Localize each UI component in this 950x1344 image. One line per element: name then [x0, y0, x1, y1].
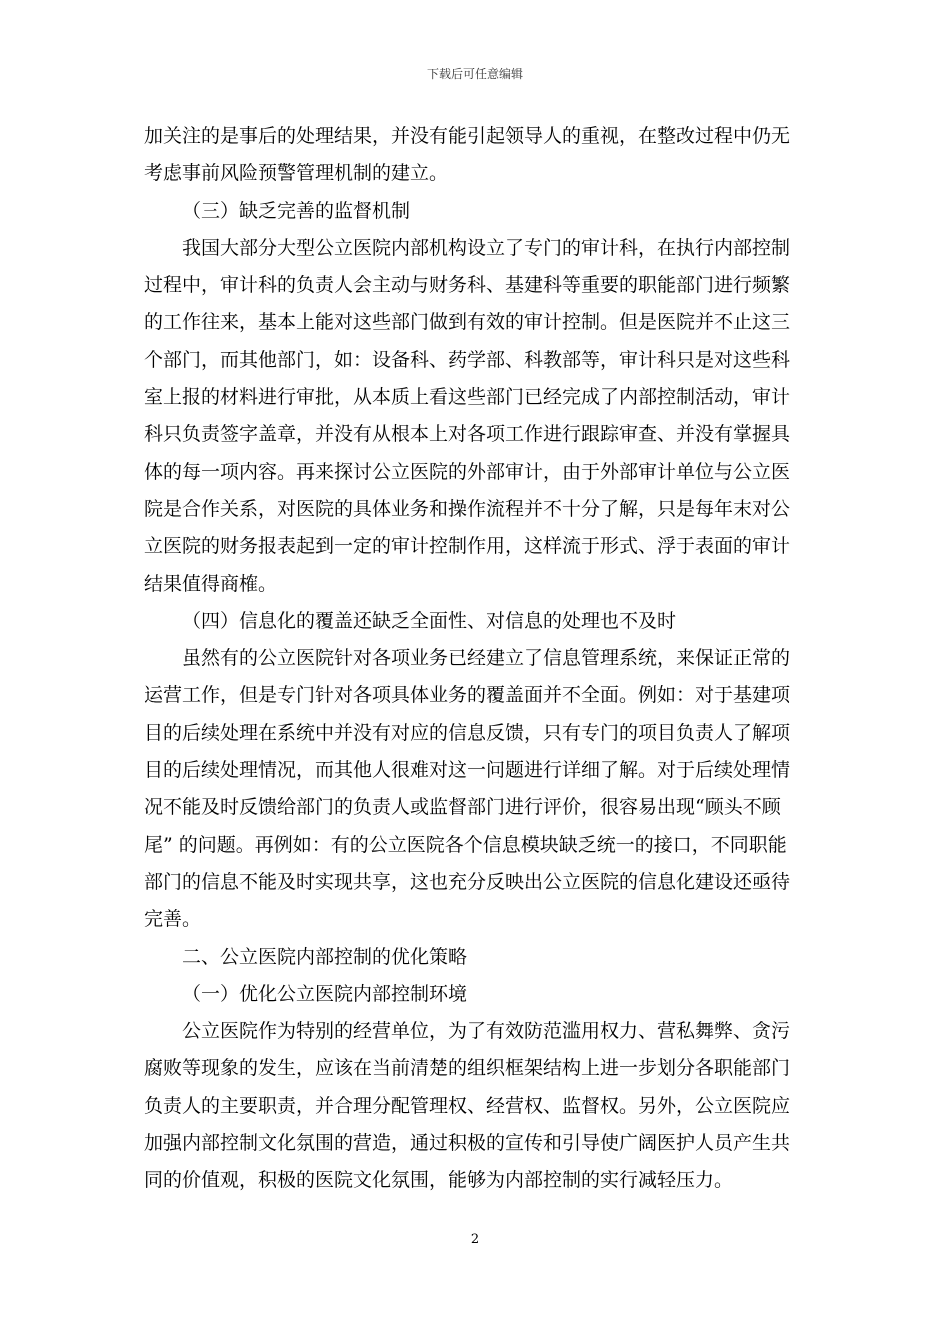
text-line: 加关注的是事后的处理结果，并没有能引起领导人的重视，在整改过程中仍无: [144, 125, 791, 147]
text-line: 腐败等现象的发生，应该在当前清楚的组织框架结构上进一步划分各职能部门: [144, 1057, 791, 1080]
text-line: 运营工作，但是专门针对各项具体业务的覆盖面并不全面。例如：对于基建项: [144, 684, 791, 707]
text-line: 目的后续处理情况，而其他人很难对这一问题进行详细了解。对于后续处理情: [144, 759, 791, 782]
text-line: 体的每一项内容。再来探讨公立医院的外部审计，由于外部审计单位与公立医: [144, 460, 791, 483]
text-line: 科只负责签字盖章，并没有从根本上对各项工作进行跟踪审查、并没有掌握具: [144, 423, 791, 446]
text-line: 院是合作关系，对医院的具体业务和操作流程并不十分了解，只是每年末对公: [144, 497, 791, 520]
paragraph-p1: [144, 118, 807, 193]
text-line: 结果值得商榷。: [144, 572, 278, 595]
text-line: 立医院的财务报表起到一定的审计控制作用，这样流于形式、浮于表面的审计: [144, 535, 791, 558]
text-line: 的工作往来，基本上能对这些部门做到有效的审计控制。但是医院并不止这三: [144, 311, 791, 334]
page-number: 2: [470, 1232, 480, 1247]
text-line: 过程中，审计科的负责人会主动与财务科、基建科等重要的职能部门进行频繁: [144, 274, 791, 297]
text-line: 加强内部控制文化氛围的营造，通过积极的宣传和引导使广阔医护人员产生共: [144, 1132, 791, 1155]
text-line: 负责人的主要职责，并合理分配管理权、经营权、监督权。另外，公立医院应: [144, 1094, 791, 1117]
text-line: 目的后续处理在系统中并没有对应的信息反馈，只有专门的项目负责人了解项: [144, 721, 791, 744]
text-line: 考虑事前风险预警管理机制的建立。: [144, 162, 449, 185]
document-body: [144, 118, 807, 1200]
text-line: 同的价值观，积极的医院文化氛围，能够为内部控制的实行减轻压力。: [144, 1169, 734, 1192]
heading-line: （三）缺乏完善的监督机制: [182, 199, 411, 222]
paragraph-p3: [144, 640, 807, 677]
heading-line: （四）信息化的覆盖还缺乏全面性、对信息的处理也不及时: [182, 609, 677, 632]
text-line: 虽然有的公立医院针对各项业务已经建立了信息管理系统，来保证正常的: [182, 647, 791, 670]
text-line: 尾” 的问题。再例如：有的公立医院各个信息模块缺乏统一的接口，不同职能: [144, 833, 787, 856]
paragraph-p2: [144, 230, 807, 267]
section-heading-2: [144, 939, 807, 976]
heading-line: （一）优化公立医院内部控制环境: [182, 982, 468, 1005]
section-heading-3: [144, 193, 807, 230]
text-line: 公立医院作为特别的经营单位，为了有效防范滥用权力、营私舞弊、贪污: [182, 1020, 791, 1043]
section-heading-4: [144, 603, 807, 640]
text-line: 室上报的材料进行审批，从本质上看这些部门已经完成了内部控制活动，审计: [144, 386, 791, 409]
section-heading-1: [144, 976, 807, 1013]
page-header: 下载后可任意编辑: [426, 67, 523, 81]
paragraph-p4-cont: [144, 1050, 807, 1199]
paragraph-p2-cont: [144, 267, 807, 603]
text-line: 部门的信息不能及时实现共享，这也充分反映出公立医院的信息化建设还亟待: [144, 870, 791, 893]
paragraph-p4: [144, 1013, 807, 1050]
text-line: 况不能及时反馈给部门的负责人或监督部门进行评价，很容易出现“顾头不顾: [144, 796, 781, 819]
text-line: 我国大部分大型公立医院内部机构设立了专门的审计科，在执行内部控制: [182, 236, 791, 259]
paragraph-p3-cont: [144, 677, 807, 938]
text-line: 完善。: [144, 908, 202, 931]
heading-line: 二、公立医院内部控制的优化策略: [182, 945, 468, 968]
text-line: 个部门，而其他部门，如：设备科、药学部、科教部等，审计科只是对这些科: [144, 348, 791, 371]
